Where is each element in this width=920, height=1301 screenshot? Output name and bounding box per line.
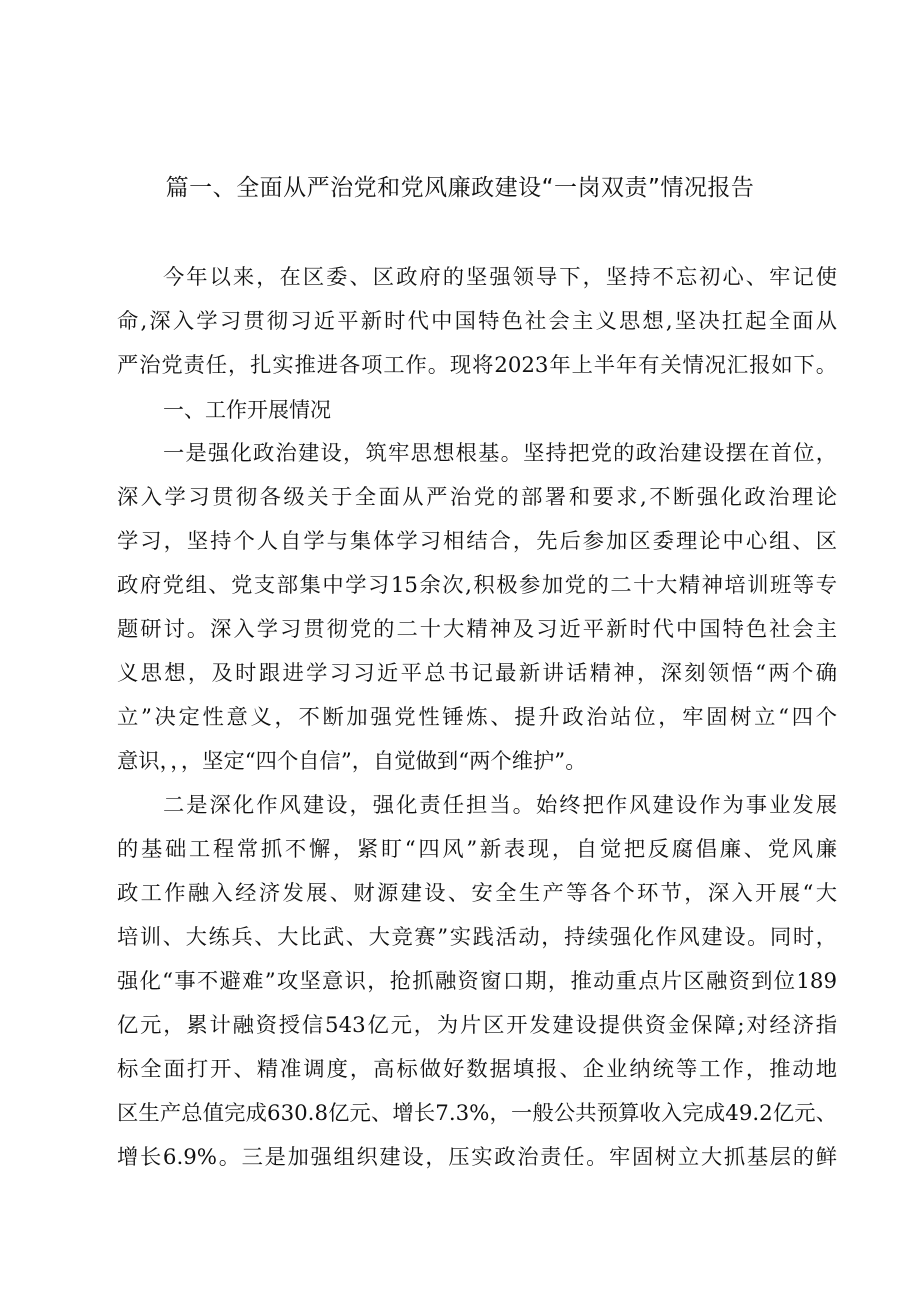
paragraph-line: 严治党责任，扎实推进各项工作。现将2023年上半年有关情况汇报如下。 [117, 353, 837, 378]
paragraph-line: 的基础工程常抓不懈，紧盯“四风”新表现，自觉把反腐倡廉、党风廉 [117, 837, 837, 862]
paragraph-line: 培训、大练兵、大比武、大竞赛”实践活动，持续强化作风建设。同时， [117, 925, 837, 950]
paragraph-line: 二是深化作风建设，强化责任担当。始终把作风建设作为事业发展 [163, 793, 837, 818]
paragraph-line: 题研讨。深入学习贯彻党的二十大精神及习近平新时代中国特色社会主 [117, 617, 837, 642]
paragraph-line: 政工作融入经济发展、财源建设、安全生产等各个环节，深入开展“大 [117, 881, 837, 906]
paragraph-line: 义思想，及时跟进学习习近平总书记最新讲话精神，深刻领悟“两个确 [117, 661, 837, 686]
paragraph-line: 立”决定性意义，不断加强党性锤炼、提升政治站位，牢固树立“四个 [117, 705, 837, 730]
paragraph-line: 意识，，，坚定“四个自信”，自觉做到“两个维护”。 [117, 749, 587, 774]
paragraph-line: 区生产总值完成630.8亿元、增长7.3%，一般公共预算收入完成49.2亿元、 [117, 1101, 837, 1126]
paragraph-line: 标全面打开、精准调度，高标做好数据填报、企业纳统等工作，推动地 [117, 1057, 837, 1082]
document-title: 篇一、全面从严治党和党风廉政建设“一岗双责”情况报告 [165, 175, 755, 201]
paragraph-line: 学习，坚持个人自学与集体学习相结合，先后参加区委理论中心组、区 [117, 529, 837, 554]
paragraph-line: 增长6.9%。三是加强组织建设，压实政治责任。牢固树立大抓基层的鲜 [117, 1145, 837, 1170]
paragraph-line: 政府党组、党支部集中学习15余次,积极参加党的二十大精神培训班等专 [117, 573, 837, 598]
paragraph-line: 一是强化政治建设，筑牢思想根基。坚持把党的政治建设摆在首位， [163, 441, 837, 466]
paragraph-line: 强化“事不避难”攻坚意识，抢抓融资窗口期，推动重点片区融资到位189 [117, 969, 837, 994]
paragraph-line: 亿元，累计融资授信543亿元，为片区开发建设提供资金保障;对经济指 [117, 1013, 837, 1038]
paragraph-line: 深入学习贯彻各级关于全面从严治党的部署和要求,不断强化政治理论 [117, 485, 837, 510]
section-heading: 一、工作开展情况 [163, 398, 331, 422]
paragraph-line: 命,深入学习贯彻习近平新时代中国特色社会主义思想,坚决扛起全面从 [117, 309, 837, 334]
paragraph-line: 今年以来，在区委、区政府的坚强领导下，坚持不忘初心、牢记使 [163, 265, 837, 290]
